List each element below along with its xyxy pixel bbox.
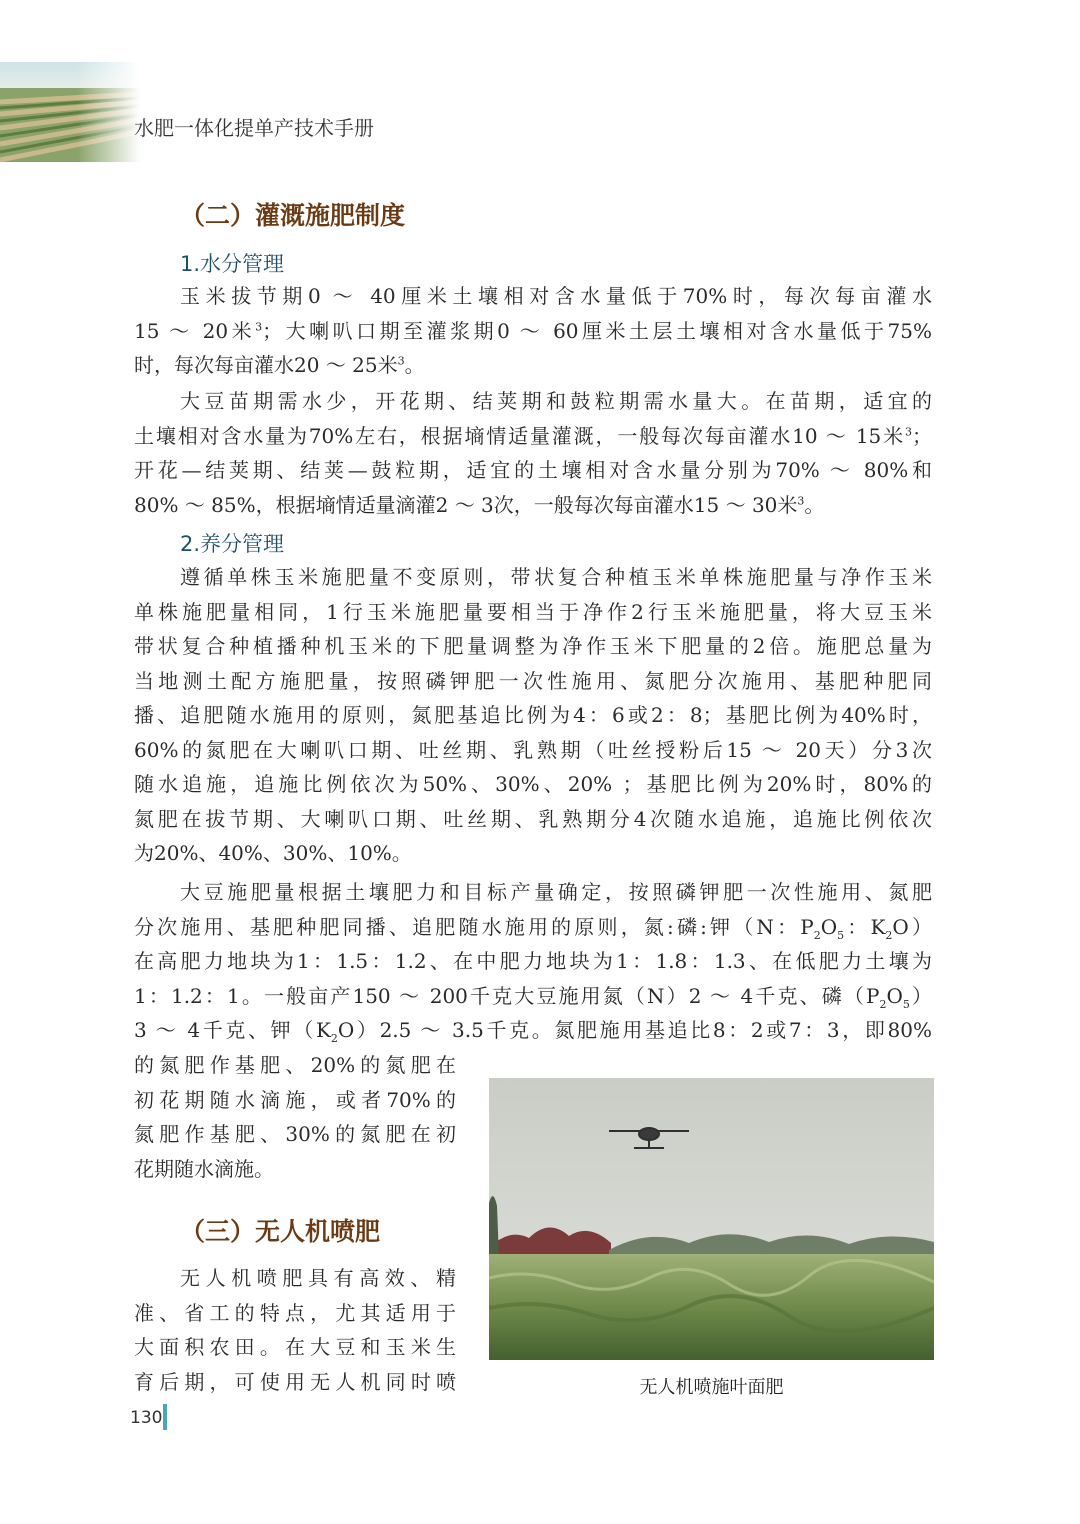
figure-caption: 无人机喷施叶面肥 xyxy=(639,1377,784,1398)
paragraph-soybean-fertilizer: 大豆施肥量根据土壤肥力和目标产量确定，按照磷钾肥一次性施用、氮肥 分次施用、基肥种肥同播、追肥随水施用的原则，氮:磷:钾（N：$P_2O_5$：$K_2O$） 在高肥力地块为1：1.5：1.2、在中肥力地块为1：1.8：1.3、在低肥力土壤为 1：1.2：1。一般亩产150 ～ 200千克大豆施用氮（N）2 ～ 4千克、磷$(P_2O_5)$ 3 ～ 4千克、钾$(K_2O)2.5$ ～ 3.5千克。氮肥施用基追比8：2或7：3，即80% xyxy=(134,880,933,1045)
paragraph-drone: 无人机喷肥具有高效、精 准、省工的特点，尤其适用于 大面积农田。在大豆和玉米生 育后期，可使用无人机同时喷 xyxy=(134,1266,456,1394)
header-field-thumbnail xyxy=(0,62,140,162)
page-number: 130 xyxy=(130,1408,163,1428)
section-heading-drone: （三）无人机喷肥 xyxy=(180,1217,381,1246)
subheading-water-management: 1.水分管理 xyxy=(180,252,285,276)
paragraph-soybean-fertilizer-cont: 的氮肥作基肥、20%的氮肥在 初花期随水滴施，或者70%的 氮肥作基肥、30%的氮肥在初 花期随水滴施。 xyxy=(134,1053,456,1181)
page-number-bar xyxy=(163,1404,167,1430)
running-header-title: 水肥一体化提单产技术手册 xyxy=(134,116,374,140)
paragraph-corn-water: 玉米拔节期0 ～ 40厘米土壤相对含水量低于70%时，每次每亩灌水 15 ～ 20米$^3$；大喇叭口期至灌浆期0 ～ 60厘米土层土壤相对含水量低于75% 时，每次每亩灌水20 ～ 25米$^3$。 xyxy=(134,284,932,377)
drone-spraying-photo xyxy=(489,1078,934,1360)
section-heading-irrigation: （二）灌溉施肥制度 xyxy=(180,201,406,230)
subheading-nutrient-management: 2.养分管理 xyxy=(180,532,285,556)
paragraph-soybean-water: 大豆苗期需水少，开花期、结荚期和鼓粒期需水量大。在苗期，适宜的 土壤相对含水量为70%左右，根据墒情适量灌溉，一般每次每亩灌水10 ～ 15米$^3$； 开花—结荚期、结荚—鼓粒期，适宜的土壤相对含水量分别为70% ～ 80%和 80% ～ 85%，根据墒情适量滴灌2 ～ 3次，一般每次每亩灌水15 ～ 30米$^3$。 xyxy=(134,389,932,517)
paragraph-corn-fertilizer: 遵循单株玉米施肥量不变原则，带状复合种植玉米单株施肥量与净作玉米 单株施肥量相同，1行玉米施肥量要相当于净作2行玉米施肥量，将大豆玉米 带状复合种植播种机玉米的下肥量调整为净作玉米下肥量的2倍。施肥总量为 当地测土配方施肥量，按照磷钾肥一次性施用、氮肥分次施用、基肥种肥同 播、追肥随水施用的原则，氮肥基追比例为4：6或2：8；基肥比例为40%时， 60%的氮肥在大喇叭口期、吐丝期、乳熟期（吐丝授粉后15 ～ 20天）分3次 随水追施，追施比例依次为50%、30%、20% ；基肥比例为20%时，80%的 氮肥在拔节期、大喇叭口期、吐丝期、乳熟期分4次随水追施，追施比例依次 为20%、40%、30%、10%。 xyxy=(134,565,932,865)
